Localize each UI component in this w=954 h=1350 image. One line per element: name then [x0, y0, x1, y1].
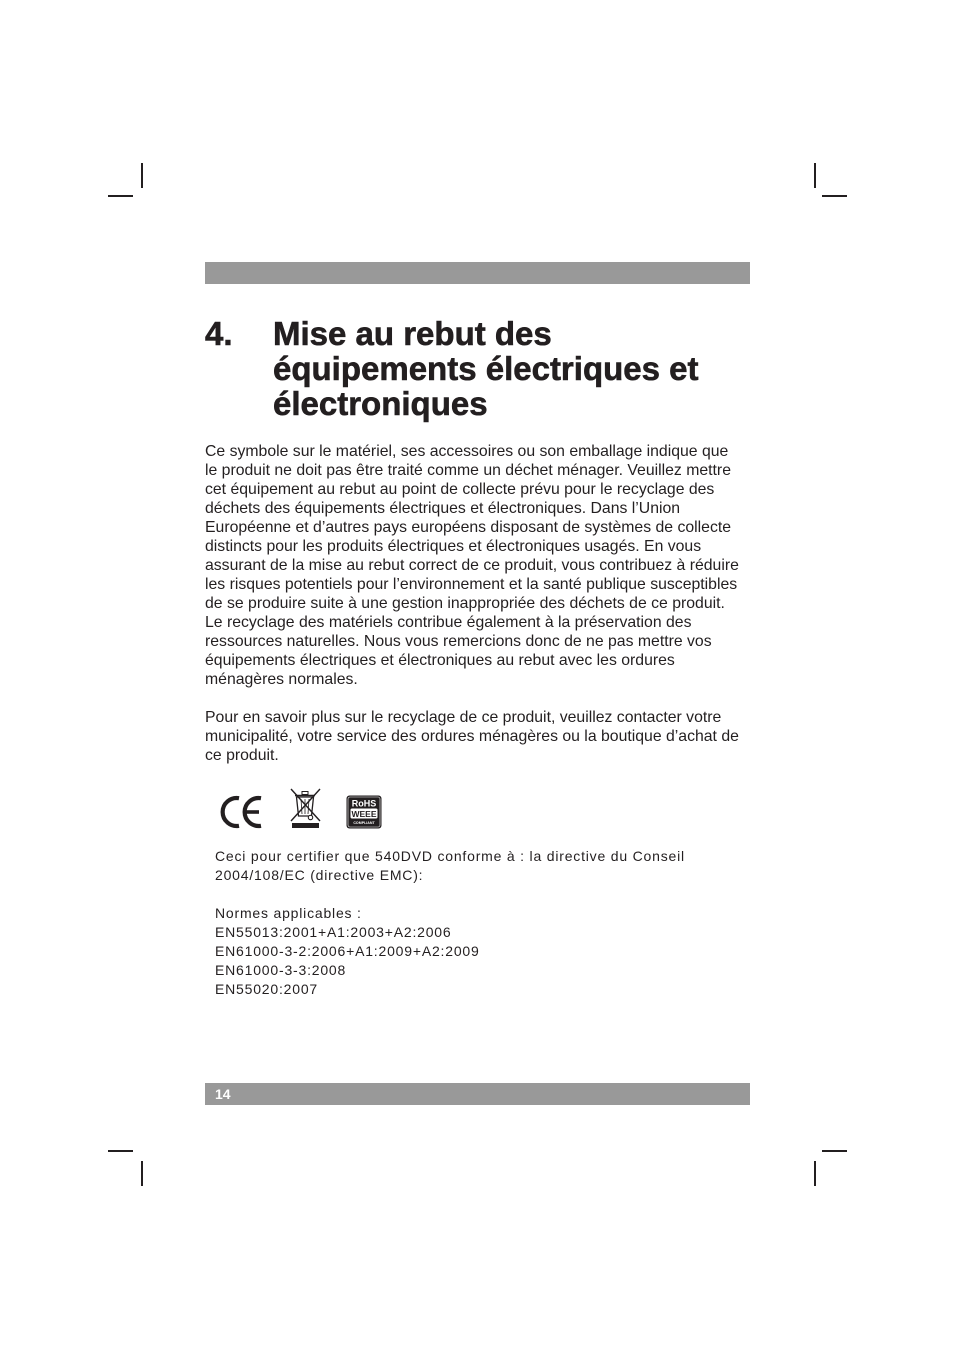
- body-line: assurant de la mise au rebut correct de ce produit, vous contribuez à réduire: [205, 557, 739, 574]
- body-line: cet équipement au rebut au point de collecte prévu pour le recyclage des: [205, 481, 715, 498]
- standard-item: EN55020:2007: [215, 981, 319, 997]
- disposal-paragraph: [205, 442, 739, 689]
- section-title-line: Mise au rebut des: [273, 315, 552, 352]
- ce-mark-icon: [218, 795, 265, 829]
- section-number: 4.: [205, 315, 233, 352]
- section-title-line: électroniques: [273, 385, 488, 422]
- rohs-badge-bottom-text: COMPLIANT: [353, 821, 375, 825]
- crop-mark-bottom-right-vertical: [814, 1161, 816, 1186]
- crossed-out-wheelie-bin-icon: [288, 787, 323, 829]
- body-line: ce produit.: [205, 747, 279, 764]
- crop-mark-top-right-vertical: [814, 163, 816, 188]
- page-number: 14: [215, 1086, 231, 1102]
- standard-item: EN61000-3-2:2006+A1:2009+A2:2009: [215, 943, 480, 959]
- body-line: les risques potentiels pour l’environnement et la santé publique susceptibles: [205, 576, 738, 593]
- body-line: le produit ne doit pas être traité comme un déchet ménager. Veuillez mettre: [205, 462, 731, 479]
- rohs-badge-middle-text: WEEE: [351, 808, 377, 819]
- header-bar: [205, 262, 750, 284]
- body-line: ressources naturelles. Nous vous remercions donc de ne pas mettre vos: [205, 633, 712, 650]
- body-text: [205, 442, 739, 765]
- crop-mark-top-right-horizontal: [822, 195, 847, 197]
- body-line: équipements électriques et électroniques au rebut avec les ordures: [205, 652, 675, 669]
- crop-mark-top-left-vertical: [141, 163, 143, 188]
- rohs-weee-compliant-badge-icon: [346, 795, 382, 829]
- body-line: Ce symbole sur le matériel, ses accessoires ou son emballage indique que: [205, 443, 729, 460]
- crop-mark-top-left-horizontal: [108, 195, 133, 197]
- section-title: [273, 316, 698, 421]
- body-line: déchets des équipements électriques et électroniques. Dans l’Union: [205, 500, 681, 517]
- certification-block: [215, 847, 685, 999]
- certification-statement-line: Ceci pour certifier que 540DVD conforme à : la directive du Conseil: [215, 848, 685, 864]
- rohs-badge-top-text: RoHS: [351, 798, 377, 809]
- body-line: Le recyclage des matériels contribue également à la préservation des: [205, 614, 692, 631]
- crop-mark-bottom-left-horizontal: [108, 1150, 133, 1152]
- crop-mark-bottom-right-horizontal: [822, 1150, 847, 1152]
- body-line: distincts pour les produits électriques et électroniques usagés. En vous: [205, 538, 702, 555]
- body-line: ménagères normales.: [205, 671, 358, 688]
- footer-bar: [205, 1083, 750, 1105]
- more-info-paragraph: [205, 708, 739, 765]
- certification-statement-line: 2004/108/EC (directive EMC):: [215, 867, 424, 883]
- standard-item: EN61000-3-3:2008: [215, 962, 347, 978]
- body-line: de se produire suite à une gestion inappropriée des déchets de ce produit.: [205, 595, 725, 612]
- spacer: [215, 885, 685, 904]
- section-title-line: équipements électriques et: [273, 350, 699, 387]
- standards-label: Normes applicables :: [215, 905, 362, 921]
- body-line: Européenne et d’autres pays européens disposant de systèmes de collecte: [205, 519, 732, 536]
- standard-item: EN55013:2001+A1:2003+A2:2006: [215, 924, 452, 940]
- body-line: municipalité, votre service des ordures ménagères ou la boutique d’achat de: [205, 728, 739, 745]
- crop-mark-bottom-left-vertical: [141, 1161, 143, 1186]
- body-line: Pour en savoir plus sur le recyclage de ce produit, veuillez contacter votre: [205, 709, 722, 726]
